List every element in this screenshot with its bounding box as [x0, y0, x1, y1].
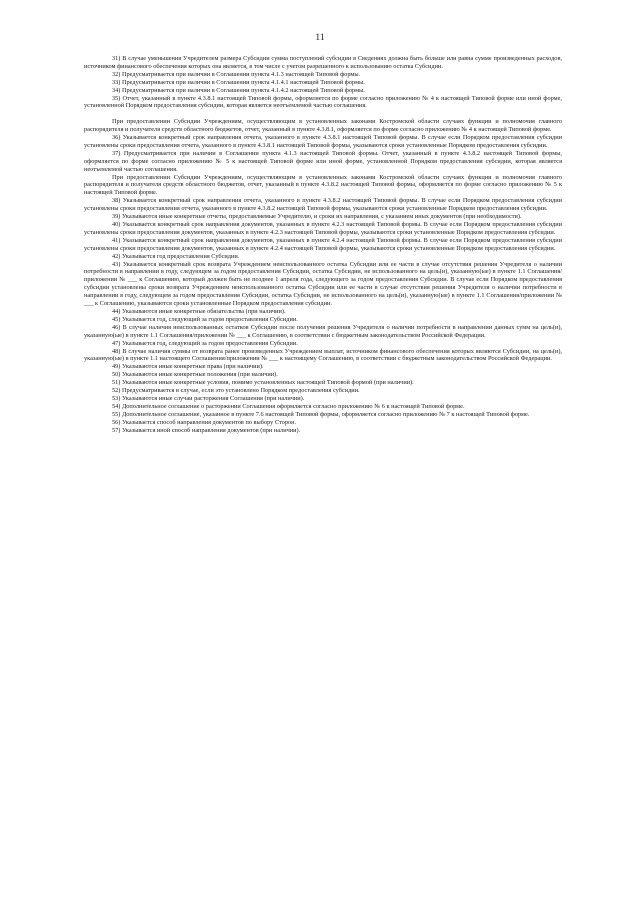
footnote-57: 57) Указывается иной способ направления документов (при наличии). — [112, 426, 301, 434]
footnote-46: 46) В случае наличия неиспользованных остатков Субсидии после получения решения Учредителя о наличии потребности в направлении данных сумм на цель(и), указанную(ые) в пункте 1.1 Соглашения/приложении № ___ к Соглашению, в соответствии с бюджетным законодательством Российской Федерации. — [84, 323, 562, 339]
footnote-34: 34) Предусматривается при наличии в Соглашении пункта 4.1.4.2 настоящей Типовой формы. — [112, 86, 365, 94]
footnote-37-note: При предоставлении Субсидии Учреждениям, осуществляющим в установленных законами Костромской области случаях функции и полномочия главного распорядителя и получателя средств областного бюджетов, отчет, указанный в пункте 4.3.8.2 настоящей Типовой формы, оформляется по форме согласно приложению № 5 к настоящей Типовой форме. — [84, 173, 562, 197]
footnote-42: 42) Указывается год предоставления Субсидии. — [112, 252, 240, 260]
footnote-38: 38) Указывается конкретный срок направления отчета, указанного в пункте 4.3.8.2 настоящей Типовой формы. В случае если Порядком предоставления субсидии установлены сроки предоставления отчета, указанного в пункте 4.3.8.2 настоящей Типовой формы, указываются сроки установленные Порядком предоставления субсидии. — [84, 197, 562, 213]
footnote-35-note: При предоставлении Субсидии Учреждениям, осуществляющим в установленных законами Костромской области случаях функции и полномочия главного распорядителя и получателя средств областного бюджетов, отчет, указанный в пункте 4.3.8.1, оформляется по форме согласно приложению № 4 к настоящей Типовой форме. — [84, 118, 562, 134]
footnote-33: 33) Предусматривается при наличии в Соглашении пункта 4.1.4.1 настоящей Типовой формы. — [112, 78, 365, 86]
footnote-53: 53) Указываются иные случаи расторжения Соглашения (при наличии). — [112, 394, 305, 402]
footnote-50: 50) Указываются иные конкретные положения (при наличии). — [112, 371, 278, 379]
footnote-39: 39) Указываются иные конкретные отчеты, предоставляемые Учредителю, и сроки их направления, с указанием иных документов (при необходимости). — [112, 213, 522, 221]
footnote-37: 37) Предусматривается при наличии в Соглашении пункта 4.1.3 настоящей Типовой формы. Отчет, указанный в пункте 4.3.8.2 настоящей Типовой формы, оформляется по форме согласно приложению № 5 к настоящей Типовой форме или иной форме, установленной Порядком предоставления субсидии, которая является неотъемлемой частью соглашения. — [84, 149, 562, 173]
footnote-48: 48) В случае наличия суммы от возврата ранее произведенных Учреждением выплат, источником финансового обеспечения которых являются Субсидии, на цель(и), указанную(ые) в пункте 1.1 настоящего Соглашения/приложении № ___ к настоящему Соглашению, в соответствии с бюджетным законодательством Российской Федерации. — [84, 347, 562, 363]
footnote-55: 55) Дополнительное соглашение, указанное в пункте 7.6 настоящей Типовой формы, оформляется согласно приложению № 7 к настоящей Типовой форме. — [112, 410, 530, 418]
footnote-51: 51) Указываются иные конкретные условия, помимо установленных настоящей Типовой формой (при наличии). — [112, 379, 414, 387]
footnote-40: 40) Указывается конкретный срок направления документов, указанных в пункте 4.2.3 настоящей Типовой формы. В случае если Порядком предоставления субсидии установлены сроки предоставления документов, указанных в пункте 4.2.3 настоящей Типовой формы, указываются сроки установленные Порядком предоставления субсидии. — [84, 221, 562, 236]
footnote-35: 35) Отчет, указанный в пункте 4.3.8.1 настоящей Типовой формы, оформляется по форме согласно приложению № 4 к настоящей Типовой форме или иной форме, установленной Порядком предоставления субсидии, которая является неотъемлемой частью соглашения. — [84, 94, 562, 110]
footnote-44: 44) Указываются иные конкретные обязательства (при наличии). — [112, 307, 286, 315]
footnote-54: 54) Дополнительное соглашение о расторжении Соглашения оформляется согласно приложению № 6 к настоящей Типовой форме. — [112, 402, 465, 410]
footnote-43: 43) Указывается конкретный срок возврата Учреждением неиспользованного остатка Субсидии или ее части в случае отсутствия решения Учредителя о наличии потребности в направлении в году, следующем за годом предоставления Субсидии, остатка Субсидии, не использованного на цель(и), указанную(ые) в пункте 1.1 Соглашения/приложении № ___ к Соглашению, который должен быть не позднее 1 апреля года, следующего за годом предоставления Субсидии. В случае если Порядком предоставления субсидии установлены сроки возврата Учреждением неиспользованного остатка Субсидии или ее части в случае отсутствия решения Учредителя о наличии потребности в направлении в году, следующем за годом предоставления Субсидии, остатка Субсидии, не использованного на цель(и), указанную(ые) в пункте 1.1 Соглашения/приложении № ___ к Соглашению, указываются сроки установленные Порядком предоставления субсидии. — [84, 260, 562, 308]
footnote-47: 47) Указывается год, следующий за годом предоставления Субсидии. — [112, 339, 298, 347]
page-number: 11 — [315, 33, 325, 43]
footnote-41: 41) Указывается конкретный срок направления документов, указанных в пункте 4.2.4 настоящей Типовой формы. В случае если Порядком предоставления субсидии установлены сроки предоставления документов, указанных в пункте 4.2.4 настоящей Типовой формы, указываются сроки установленные Порядком предоставления субсидии. — [84, 236, 562, 252]
footnote-32: 32) Предусматривается при наличии в Соглашении пункта 4.1.3 настоящей Типовой формы. — [112, 70, 361, 78]
footnote-36: 36) Указывается конкретный срок направления отчета, указанного в пункте 4.3.8.1 настоящей Типовой формы. В случае если Порядком предоставления субсидии установлены сроки предоставления отчета, указанного в пункте 4.3.8.1 настоящей Типовой формы, указываются сроки установленные Порядком предоставления субсидии. — [84, 134, 562, 149]
footnote-49: 49) Указываются иные конкретные права (при наличии). — [112, 363, 264, 371]
footnote-52: 52) Предусматривается в случае, если это установлено Порядком предоставления субсидии. — [112, 387, 360, 395]
footnote-31: 31) В случае уменьшения Учредителем размера Субсидии сумма поступлений субсидии в Сведениях должна быть больше или равна сумме произведенных расходов, источником финансового обеспечения которых она является, в том числе с учетом разрешенного к использованию остатка Субсидии. — [84, 55, 562, 70]
footnote-56: 56) Указывается способ направления документов по выбору Сторон. — [112, 418, 297, 426]
footnotes-body — [84, 55, 562, 434]
footnote-45: 45) Указывается год, следующий за годом предоставления Субсидии. — [112, 315, 298, 323]
